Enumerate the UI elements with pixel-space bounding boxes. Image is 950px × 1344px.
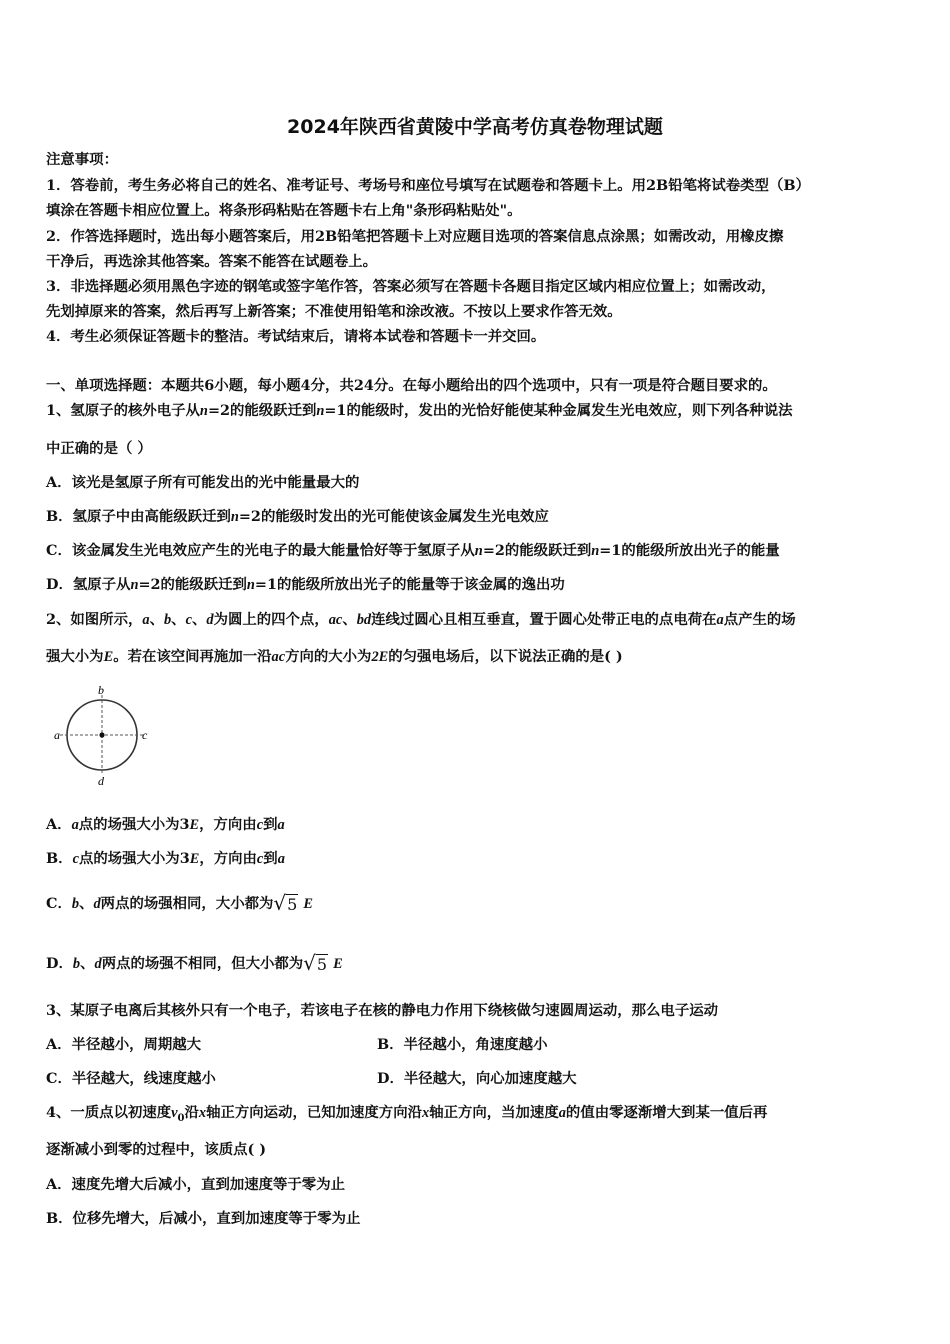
label-b: b bbox=[98, 683, 104, 697]
q3-option-b: B．半径越小，角速度越小 bbox=[377, 1036, 548, 1053]
q2-option-b: B．c点的场强大小为3E，方向由c到a bbox=[46, 850, 285, 867]
sqrt-symbol: √5 bbox=[273, 891, 298, 915]
section-heading: 一、单项选择题：本题共6小题，每小题4分，共24分。在每小题给出的四个选项中，只有一项是符合题目要求的。 bbox=[46, 377, 777, 394]
q3-option-d: D．半径越大，向心加速度越大 bbox=[377, 1070, 577, 1087]
q3-option-c: C．半径越大，线速度越小 bbox=[46, 1070, 216, 1087]
label-a: a bbox=[54, 728, 60, 742]
q1-option-b: B．氢原子中由高能级跃迁到n=2的能级时发出的光可能使该金属发生光电效应 bbox=[46, 508, 549, 525]
center-charge bbox=[99, 732, 104, 737]
notice-line: 2．作答选择题时，选出每小题答案后，用2B铅笔把答题卡上对应题目选项的答案信息点涂黑；如需改动，用橡皮擦 bbox=[46, 228, 784, 245]
sqrt-symbol: √5 bbox=[303, 951, 328, 975]
q2-stem-cont: 强大小为E。若在该空间再施加一沿ac方向的大小为2E的匀强电场后，以下说法正确的是( ) bbox=[46, 648, 623, 665]
label-c: c bbox=[142, 728, 148, 742]
label-d: d bbox=[98, 774, 104, 788]
q2-option-d: D．b、d两点的场强不相同，但大小都为√5 E bbox=[46, 951, 343, 975]
notice-line: 3．非选择题必须用黑色字迹的钢笔或签字笔作答，答案必须写在答题卡各题目指定区域内相应位置上；如需改动， bbox=[46, 278, 776, 295]
notice-line: 先划掉原来的答案，然后再写上新答案；不准使用铅笔和涂改液。不按以上要求作答无效。 bbox=[46, 303, 622, 320]
q3-option-a: A．半径越小，周期越大 bbox=[46, 1036, 202, 1053]
notice-line: 填涂在答题卡相应位置上。将条形码粘贴在答题卡右上角"条形码粘贴处"。 bbox=[46, 202, 522, 219]
q1-stem-cont: 中正确的是（ ） bbox=[46, 440, 152, 457]
q2-option-a: A．a点的场强大小为3E，方向由c到a bbox=[46, 816, 285, 833]
q2-stem: 2、如图所示，a、b、c、d为圆上的四个点，ac、bd连线过圆心且相互垂直，置于圆心处带正电的点电荷在a点产生的场 bbox=[46, 611, 796, 628]
q1-option-c: C．该金属发生光电效应产生的光电子的最大能量恰好等于氢原子从n=2的能级跃迁到n=1的能级所放出光子的能量 bbox=[46, 542, 780, 559]
q2-option-c: C．b、d两点的场强相同，大小都为√5 E bbox=[46, 891, 313, 915]
q4-stem-cont: 逐渐减小到零的过程中，该质点( ) bbox=[46, 1141, 267, 1158]
circle-figure bbox=[50, 683, 160, 788]
q4-stem: 4、一质点以初速度$v_0$沿x轴正方向运动，已知加速度方向沿x轴正方向，当加速度a的值由零逐渐增大到某一值后再 bbox=[46, 1104, 768, 1124]
q1-option-a: A．该光是氢原子所有可能发出的光中能量最大的 bbox=[46, 474, 360, 491]
notice-line: 4．考生必须保证答题卡的整洁。考试结束后，请将本试卷和答题卡一并交回。 bbox=[46, 328, 546, 345]
page-title: 2024年陕西省黄陵中学高考仿真卷物理试题 bbox=[287, 116, 663, 138]
notice-line: 1．答卷前，考生务必将自己的姓名、准考证号、考场号和座位号填写在试题卷和答题卡上。用2B铅笔将试卷类型（B） bbox=[46, 177, 810, 194]
q1-stem: 1、氢原子的核外电子从n=2的能级跃迁到n=1的能级时，发出的光恰好能使某种金属发生光电效应，则下列各种说法 bbox=[46, 402, 793, 419]
q4-option-a: A．速度先增大后减小，直到加速度等于零为止 bbox=[46, 1176, 345, 1193]
notice-line: 干净后，再选涂其他答案。答案不能答在试题卷上。 bbox=[46, 253, 377, 270]
q3-stem: 3、某原子电离后其核外只有一个电子，若该电子在核的静电力作用下绕核做匀速圆周运动，那么电子运动 bbox=[46, 1002, 718, 1019]
q1-option-d: D．氢原子从n=2的能级跃迁到n=1的能级所放出光子的能量等于该金属的逸出功 bbox=[46, 576, 565, 593]
notice-heading: 注意事项： bbox=[46, 151, 118, 168]
q4-option-b: B．位移先增大，后减小，直到加速度等于零为止 bbox=[46, 1210, 361, 1227]
